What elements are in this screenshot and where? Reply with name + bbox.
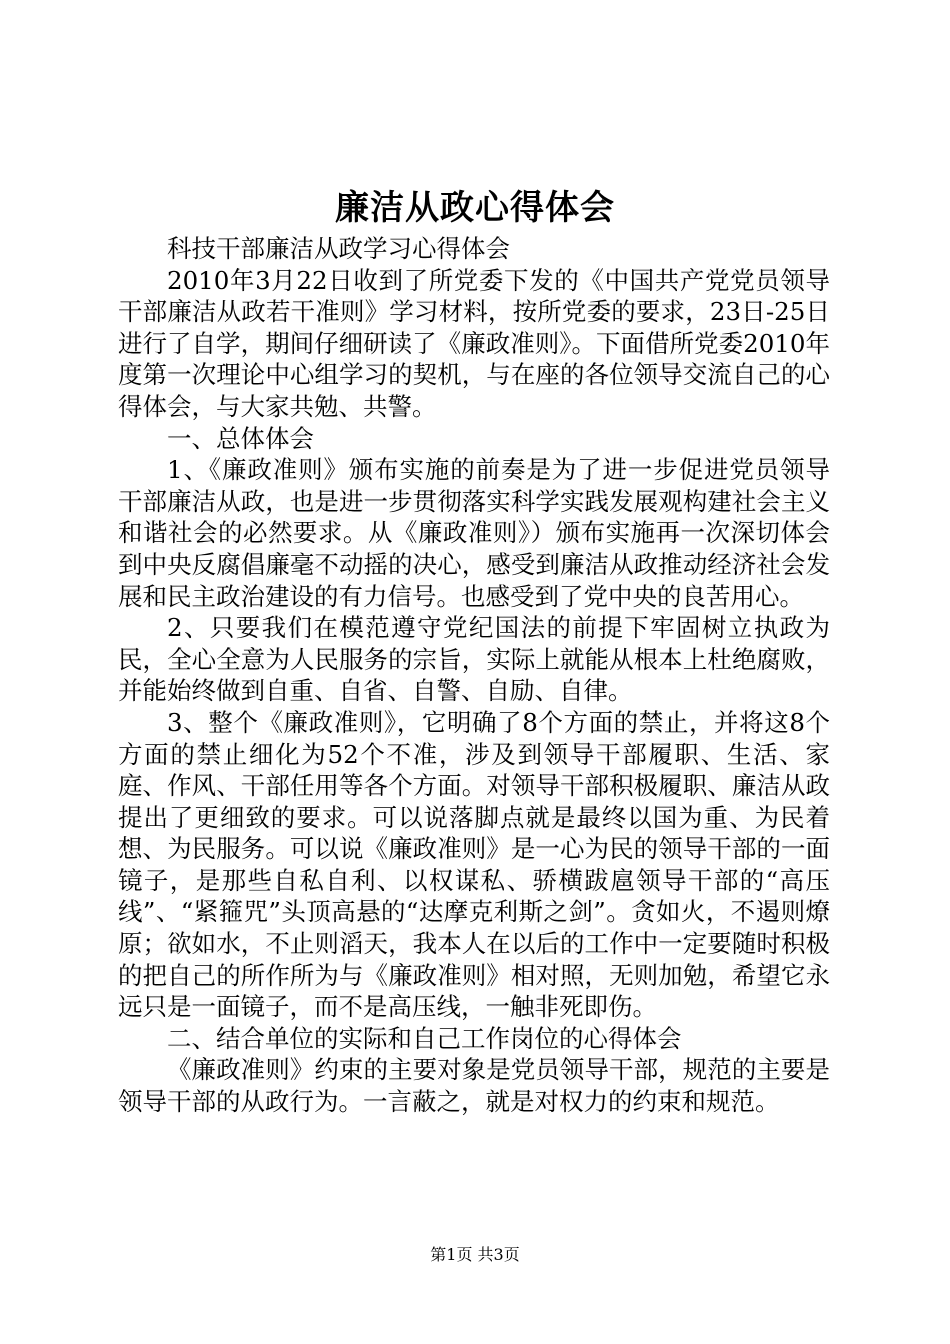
document-title: 廉洁从政心得体会 (335, 188, 615, 228)
document-body (118, 233, 830, 1118)
paragraph-section-2: 《廉政准则》约束的主要对象是党员领导干部，规范的主要是领导干部的从政行为。一言蔽之，就是对权力的约束和规范。 (118, 1055, 830, 1117)
paragraph-point-3: 3、整个《廉政准则》，它明确了8个方面的禁止，并将这8个方面的禁止细化为52个不准，涉及到领导干部履职、生活、家庭、作风、干部任用等各个方面。对领导干部积极履职、廉洁从政提出了更细致的要求。可以说落脚点就是最终以国为重、为民着想、为民服务。可以说《廉政准则》是一心为民的领导干部的一面镜子，是那些自私自利、以权谋私、骄横跋扈领导干部的“高压线”、“紧箍咒”头顶高悬的“达摩克利斯之剑”。贪如火，不遏则燎原；欲如水，不止则滔天，我本人在以后的工作中一定要随时积极的把自己的所作所为与《廉政准则》相对照，无则加勉，希望它永远只是一面镜子，而不是高压线，一触非死即伤。 (118, 707, 830, 1022)
section-heading-2: 二、结合单位的实际和自己工作岗位的心得体会 (167, 1023, 682, 1053)
page-footer: 第1页 共3页 (430, 1245, 520, 1264)
paragraph-point-2: 2、只要我们在模范遵守党纪国法的前提下牢固树立执政为民，全心全意为人民服务的宗旨，实际上就能从根本上杜绝腐败，并能始终做到自重、自省、自警、自励、自律。 (118, 613, 830, 706)
paragraph-subtitle: 科技干部廉洁从政学习心得体会 (167, 234, 510, 263)
paragraph-intro: 2010年3月22日收到了所党委下发的《中国共产党党员领导干部廉洁从政若干准则》学习材料，按所党委的要求，23日-25日进行了自学，期间仔细研读了《廉政准则》。下面借所党委2010年度第一次理论中心组学习的契机，与在座的各位领导交流自己的心得体会，与大家共勉、共警。 (118, 265, 830, 421)
paragraph-point-1: 1、《廉政准则》颁布实施的前奏是为了进一步促进党员领导干部廉洁从政，也是进一步贯彻落实科学实践发展观构建社会主义和谐社会的必然要求。从《廉政准则》）颁布实施再一次深切体会到中央反腐倡廉毫不动摇的决心，感受到廉洁从政推动经济社会发展和民主政治建设的有力信号。也感受到了党中央的良苦用心。 (118, 455, 830, 611)
section-heading-1: 一、总体体会 (167, 423, 314, 453)
